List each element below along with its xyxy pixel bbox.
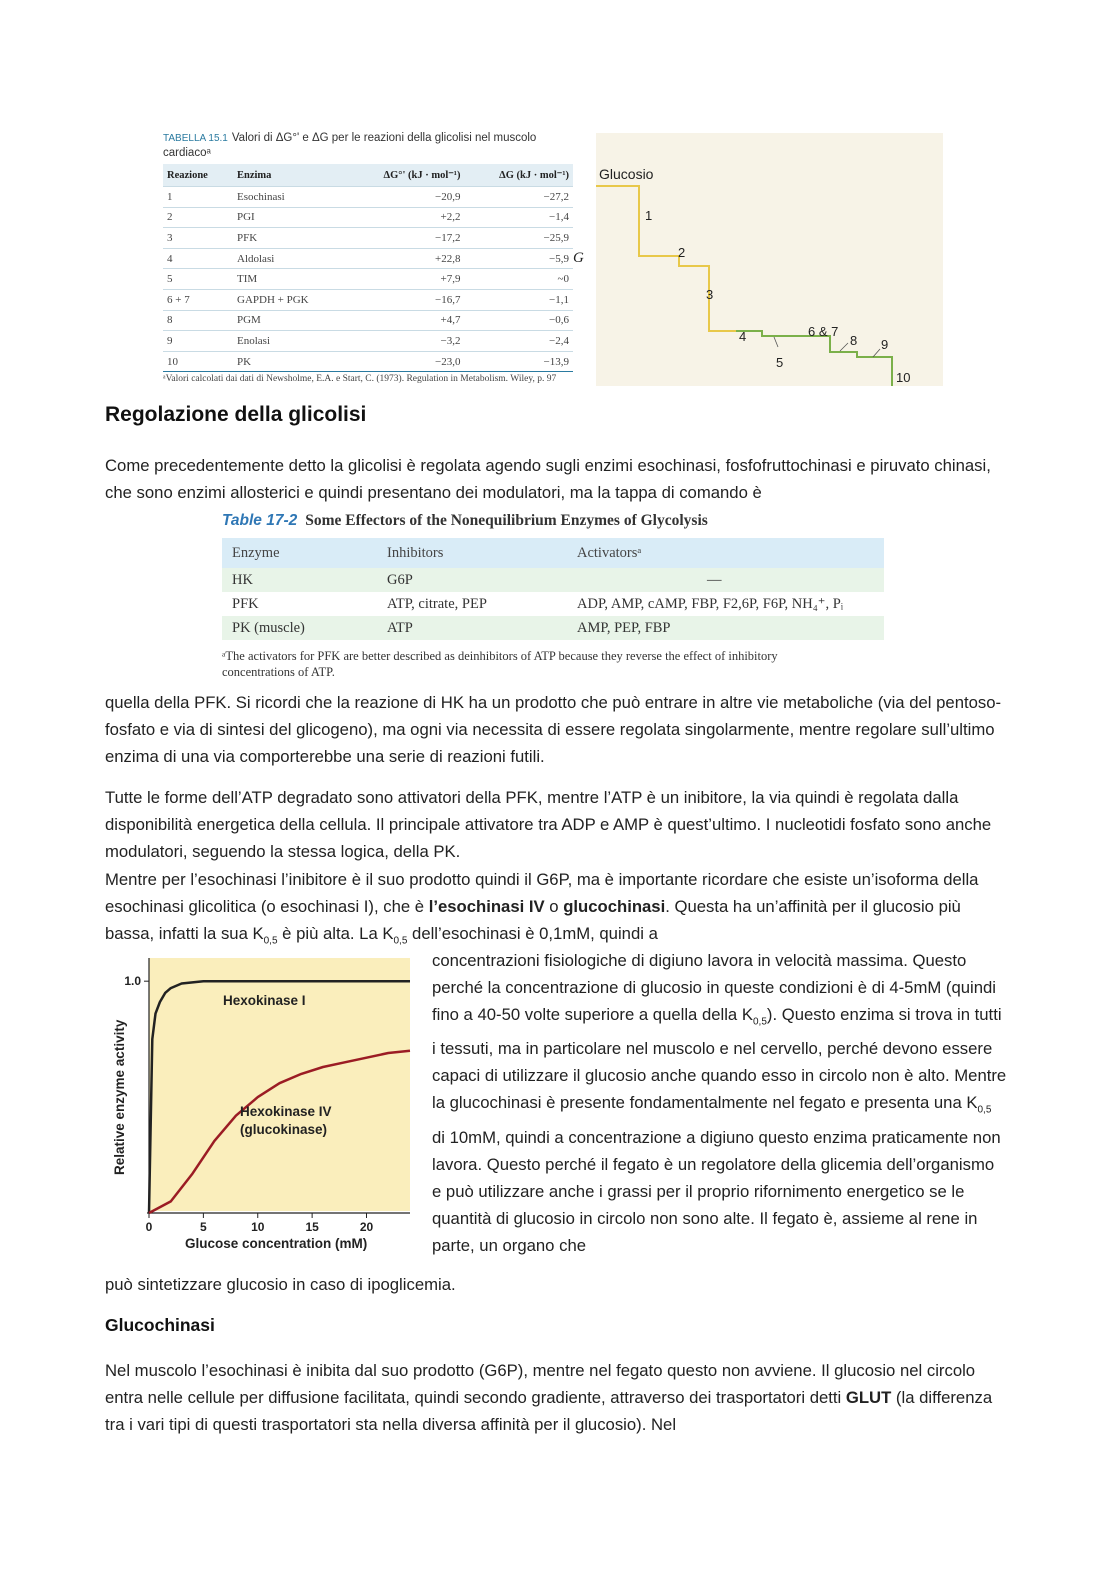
glycolysis-free-energy-diagram: [596, 133, 943, 386]
table-header: Enzyme: [222, 538, 377, 568]
table-row: 2 PGI +2,2 −1,4: [163, 207, 573, 228]
table-15-1: [163, 131, 575, 385]
x-tick-label: 15: [305, 1220, 319, 1234]
table-header: ΔG°' (kJ · mol⁻¹): [346, 164, 464, 187]
table-row: 4 Aldolasi +22,8 −5,9: [163, 248, 573, 269]
step-label-4: 4: [739, 329, 747, 344]
paragraph-4: Mentre per l’esochinasi l’inibitore è il suo prodotto quindi il G6P, ma è importante ricordare che esiste un’isoforma della esochinasi glicolitica (o esochinasi I), che è l’esochinasi IV o glucochinasi. Questa ha un’affinità per il glucosio più bassa, infatti la sua $K_{0,5}$ è più alta. La $K_{0,5}$ dell’esochinasi è 0,1mM, quindi a: [105, 870, 979, 947]
stairs-green-path: [736, 331, 892, 386]
table-row: 5 TIM +7,9 ~0: [163, 269, 573, 290]
paragraph-5: concentrazioni fisiologiche di digiuno lavora in velocità massima. Questo perché la concentrazione di glucosio in queste condizioni è di 4-5mM (quindi fino a 40-50 volte superiore a quella della $K_{0,5}$). Questo enzima si trova in tutti i tessuti, ma in particolare nel muscolo e nel cervello, perché devono essere capaci di utilizzare il glucosio anche quando esso in circolo non è alto. Mentre la glucochinasi è presente fondamentalmente nel fegato e presenta una $K_{0,5}$ di 10mM, quindi a concentrazione a digiuno questo enzima praticamente non lavora. Questo perché il fegato è un regolatore della glicemia dell’organismo e può utilizzare anche i grassi per il proprio rifornimento energetico se le quantità di glucosio in circolo non sono alte. Il fegato è, assieme al rene in parte, un organo che: [432, 951, 1007, 1255]
x-tick-label: 20: [359, 1220, 374, 1234]
x-axis-label: Glucose concentration (mM): [185, 1236, 368, 1251]
paragraph-6: può sintetizzare glucosio in caso di ipoglicemia.: [105, 1275, 456, 1294]
x-tick-label: 5: [200, 1220, 207, 1234]
table-header: Inhibitors: [377, 538, 567, 568]
step-label-2: 2: [678, 245, 686, 260]
table-17-2-label: Table 17-2: [222, 512, 298, 529]
step-label-1: 1: [645, 208, 653, 223]
y-tick-label: 1.0: [124, 974, 141, 989]
table-15-1-label: TABELLA 15.1: [163, 133, 228, 144]
emphasis-hexokinase-iv: l’esochinasi IV: [428, 897, 545, 916]
emphasis-glut: GLUT: [845, 1388, 892, 1407]
table-row: 8 PGM +4,7 −0,6: [163, 310, 573, 331]
table-row: 3 PFK −17,2 −25,9: [163, 228, 573, 249]
table-row: 10 PK −23,0 −13,9: [163, 351, 573, 372]
step-8-leader: [840, 343, 848, 351]
step-label-10: 10: [896, 370, 911, 385]
hexokinase-activity-chart: [108, 955, 413, 1255]
table-row: 9 Enolasi −3,2 −2,4: [163, 331, 573, 352]
free-energy-axis-label: G: [573, 250, 584, 266]
table-header: Reazione: [163, 164, 233, 187]
step-label-5: 5: [776, 355, 784, 370]
table-15-1-grid: [163, 164, 573, 372]
table-header: Activatorsᵃ: [567, 538, 884, 568]
step-label-8: 8: [850, 333, 858, 348]
paragraph-7: Nel muscolo l’esochinasi è inibita dal suo prodotto (G6P), mentre nel fegato questo non avviene. Il glucosio nel circolo entra nelle cellule per diffusione facilitata, quindi secondo gradiente, attraverso dei trasportatori detti GLUT (la differenza tra i vari tipi di questi trasportatori sta nella diversa affinità per il glucosio). Nel: [105, 1361, 993, 1434]
glucose-label: Glucosio: [599, 166, 654, 182]
step-5-leader: [774, 337, 778, 347]
emphasis-glucokinase: glucochinasi: [563, 897, 666, 916]
table-17-2: [222, 512, 884, 680]
step-label-3: 3: [706, 287, 714, 302]
step-label-9: 9: [881, 337, 889, 352]
paragraph-1: Come precedentemente detto la glicolisi è regolata agendo sugli enzimi esochinasi, fosfofruttochinasi e piruvato chinasi, che sono enzimi allosterici e quindi presentano dei modulatori, ma la tappa di comando è: [105, 456, 991, 502]
table-row: 1 Esochinasi −20,9 −27,2: [163, 187, 573, 208]
x-tick-label: 10: [251, 1220, 265, 1234]
step-9-leader: [873, 349, 880, 357]
series-label-glucokinase: (glucokinase): [240, 1122, 328, 1137]
table-17-2-grid: [222, 538, 884, 640]
table-15-1-caption: TABELLA 15.1 Valori di ΔG°' e ΔG per le reazioni della glicolisi nel muscolo cardiacoᵃ: [163, 132, 537, 159]
table-row: PFK ATP, citrate, PEP ADP, AMP, cAMP, FBP, F2,6P, F6P, NH₄⁺, Pᵢ: [232, 595, 844, 612]
table-header: ΔG (kJ · mol⁻¹): [464, 164, 573, 187]
table-17-2-footnote: ᵃThe activators for PFK are better described as deinhibitors of ATP because they reverse the effect of inhibitory concentrations of ATP.: [222, 649, 778, 679]
paragraph-2: quella della PFK. Si ricordi che la reazione di HK ha un prodotto che può entrare in altre vie metaboliche (via del pentoso-fosfato e via di sintesi del glicogeno), ma ogni via necessita di essere regolata singolarmente, mentre regolare sull’ultimo enzima di una via comporterebbe una serie di reazioni futili.: [105, 693, 1002, 766]
table-row: HK G6P —: [222, 568, 884, 592]
section-title: Regolazione della glicolisi: [105, 403, 367, 426]
table-15-1-footnote: ᵃValori calcolati dai dati di Newsholme, E.A. e Start, C. (1973). Regulation in Metabolism. Wiley, p. 97: [163, 374, 557, 385]
table-row: PK (muscle) ATP AMP, PEP, FBP: [222, 616, 884, 640]
series-label-hexokinase-iv: Hexokinase IV: [240, 1104, 332, 1119]
paragraph-3: Tutte le forme dell’ATP degradato sono attivatori della PFK, mentre l’ATP è un inibitore, la via quindi è regolata dalla disponibilità energetica della cellula. Il principale attivatore tra ADP e AMP è quest’ultimo. I nucleotidi fosfato sono anche modulatori, seguendo la stessa logica, della PK.: [105, 788, 992, 861]
subheading-glucochinasi: Glucochinasi: [105, 1315, 215, 1335]
x-tick-label: 0: [145, 1220, 153, 1234]
table-header: Enzima: [233, 164, 346, 187]
stairs-yellow-path: [596, 186, 736, 331]
step-label-6-7: 6 & 7: [808, 324, 839, 339]
y-axis-label: Relative enzyme activity: [112, 1019, 127, 1175]
table-17-2-caption: Table 17-2 Some Effectors of the Nonequilibrium Enzymes of Glycolysis: [222, 512, 708, 529]
table-row: 6 + 7 GAPDH + PGK −16,7 −1,1: [163, 289, 573, 310]
series-label-hexokinase-i: Hexokinase I: [223, 993, 306, 1008]
